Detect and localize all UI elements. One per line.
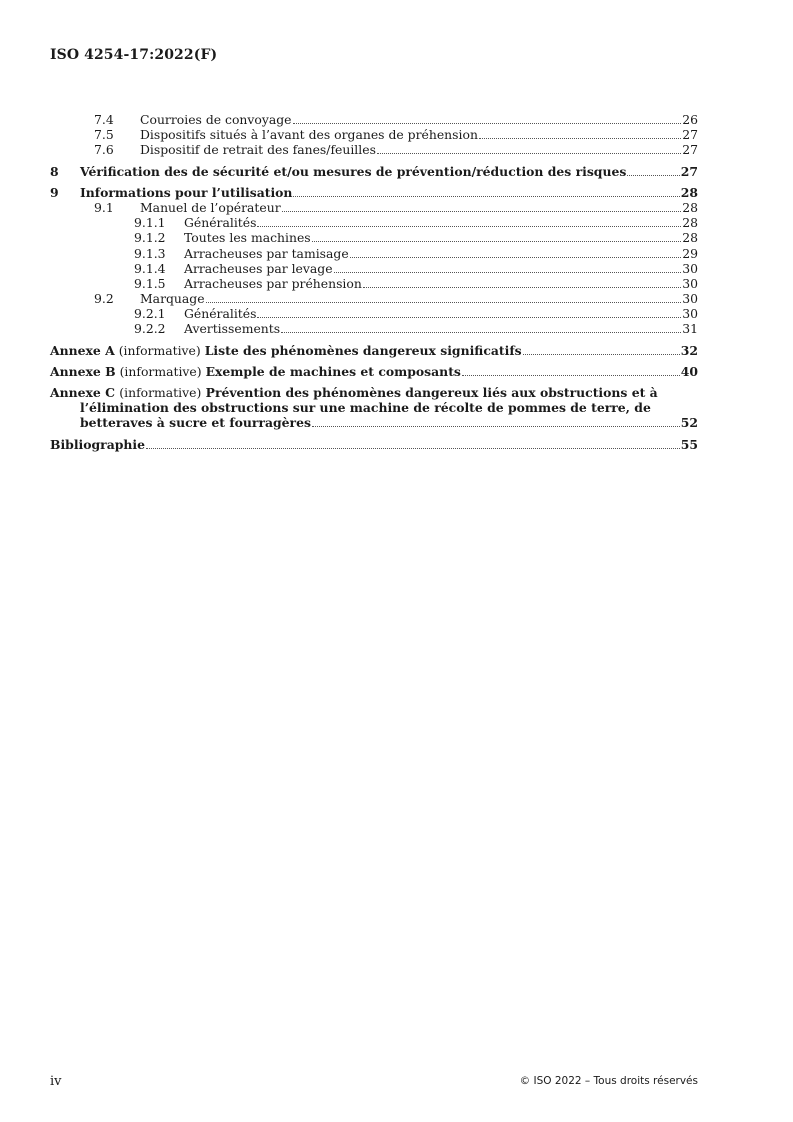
- copyright-notice: © ISO 2022 – Tous droits réservés: [519, 1075, 698, 1087]
- dot-leader: [350, 257, 682, 258]
- annex-c-line-2: [50, 400, 698, 415]
- toc-title: Arracheuses par préhension: [184, 275, 362, 291]
- toc-entry-9-2-2[interactable]: [50, 321, 698, 336]
- toc-entry-7-5[interactable]: [50, 127, 698, 142]
- toc-entry-annex-c[interactable]: [50, 385, 698, 431]
- dot-leader: [281, 332, 681, 333]
- annex-title: Liste des phénomènes dangereux significatifs: [204, 342, 522, 358]
- dot-leader: [206, 302, 682, 303]
- toc-number: 7.5: [94, 127, 114, 143]
- toc-page: 30: [682, 260, 698, 276]
- toc-title: Toutes les machines: [184, 230, 311, 246]
- toc-page: 32: [680, 342, 698, 358]
- toc-number: 8: [50, 163, 59, 179]
- page-number: iv: [50, 1074, 62, 1089]
- dot-leader: [312, 426, 680, 427]
- annex-c-line-1: [50, 385, 698, 400]
- dot-leader: [479, 138, 681, 139]
- toc-title: Bibliographie: [50, 436, 146, 452]
- toc-title: Manuel de l’opérateur: [140, 199, 281, 215]
- toc-page: 27: [680, 163, 698, 179]
- toc-page: 27: [682, 127, 698, 143]
- dot-leader: [293, 196, 679, 197]
- toc-title: Dispositifs situés à l’avant des organes de préhension: [140, 127, 478, 143]
- toc-page: 31: [682, 321, 698, 337]
- toc-number: 9.1.4: [134, 260, 166, 276]
- toc-page: 27: [682, 142, 698, 158]
- annex-type: (informative): [119, 385, 202, 400]
- toc-page: 30: [682, 275, 698, 291]
- toc-page: 30: [682, 291, 698, 307]
- toc-entry-9-1-5[interactable]: [50, 276, 698, 291]
- dot-leader: [377, 153, 681, 154]
- toc-number: 9.1.2: [134, 230, 166, 246]
- toc-entry-9-2-1[interactable]: [50, 306, 698, 321]
- toc-page: 40: [680, 363, 698, 379]
- document-id: ISO 4254-17:2022(F): [50, 47, 218, 63]
- toc-page: 28: [682, 215, 698, 231]
- toc-entry-9-2[interactable]: [50, 291, 698, 306]
- annex-type: (informative): [118, 342, 201, 358]
- table-of-contents: [50, 112, 698, 452]
- toc-title: Arracheuses par levage: [184, 260, 333, 276]
- dot-leader: [523, 354, 680, 355]
- toc-number: 9.2.2: [134, 321, 166, 337]
- toc-title: Vérification des de sécurité et/ou mesures de prévention/réduction des risques: [80, 163, 627, 179]
- toc-number: 7.6: [94, 142, 114, 158]
- dot-leader: [363, 287, 681, 288]
- toc-number: 9.1.5: [134, 275, 166, 291]
- toc-title: Avertissements: [184, 321, 281, 337]
- toc-page: 52: [680, 415, 698, 431]
- dot-leader: [334, 272, 682, 273]
- annex-title-line-1: Prévention des phénomènes dangereux liés aux obstructions et à: [205, 385, 658, 400]
- toc-entry-8[interactable]: [50, 164, 698, 179]
- toc-page: 28: [682, 199, 698, 215]
- annex-label: Annexe B: [50, 363, 116, 379]
- toc-entry-9-1[interactable]: [50, 200, 698, 215]
- dot-leader: [257, 317, 681, 318]
- toc-entry-9-1-2[interactable]: [50, 230, 698, 245]
- annex-title-line-3: betteraves à sucre et fourragères: [80, 415, 311, 431]
- toc-number: 9.1: [94, 199, 114, 215]
- toc-entry-9-1-3[interactable]: [50, 246, 698, 261]
- toc-title: Marquage: [140, 291, 205, 307]
- toc-entry-9-1-4[interactable]: [50, 261, 698, 276]
- toc-page: 26: [682, 112, 698, 127]
- annex-type: (informative): [119, 363, 202, 379]
- toc-page: 29: [682, 245, 698, 261]
- dot-leader: [627, 175, 679, 176]
- toc-number: 9.1.3: [134, 245, 166, 261]
- toc-entry-9-1-1[interactable]: [50, 215, 698, 230]
- toc-entry-9[interactable]: [50, 185, 698, 200]
- toc-page: 30: [682, 306, 698, 322]
- dot-leader: [293, 123, 682, 124]
- toc-entry-annex-b[interactable]: [50, 364, 698, 379]
- dot-leader: [146, 448, 680, 449]
- toc-entry-7-6[interactable]: [50, 142, 698, 157]
- dot-leader: [462, 375, 680, 376]
- toc-title: Généralités: [184, 215, 257, 231]
- toc-title: Informations pour l’utilisation: [80, 184, 293, 200]
- toc-number: 7.4: [94, 112, 114, 127]
- toc-title: Dispositif de retrait des fanes/feuilles: [140, 142, 376, 158]
- dot-leader: [257, 226, 681, 227]
- toc-number: 9.2.1: [134, 306, 166, 322]
- annex-title-line-2: l’élimination des obstructions sur une machine de récolte de pommes de terre, de: [80, 400, 651, 416]
- annex-label: Annexe C: [50, 385, 115, 400]
- toc-title: Courroies de convoyage: [140, 112, 292, 127]
- toc-number: 9: [50, 184, 59, 200]
- toc-number: 9.1.1: [134, 215, 166, 231]
- annex-title: Exemple de machines et composants: [205, 363, 461, 379]
- toc-number: 9.2: [94, 291, 114, 307]
- toc-entry-annex-a[interactable]: [50, 343, 698, 358]
- toc-title: Arracheuses par tamisage: [184, 245, 349, 261]
- toc-page: 28: [680, 184, 698, 200]
- dot-leader: [282, 211, 682, 212]
- toc-title: Généralités: [184, 306, 257, 322]
- toc-page: 55: [680, 436, 698, 452]
- toc-entry-7-4[interactable]: [50, 112, 698, 127]
- annex-c-line-3: [50, 415, 698, 430]
- toc-page: 28: [682, 230, 698, 246]
- dot-leader: [312, 241, 682, 242]
- annex-label: Annexe A: [50, 342, 115, 358]
- toc-entry-bibliography[interactable]: [50, 437, 698, 452]
